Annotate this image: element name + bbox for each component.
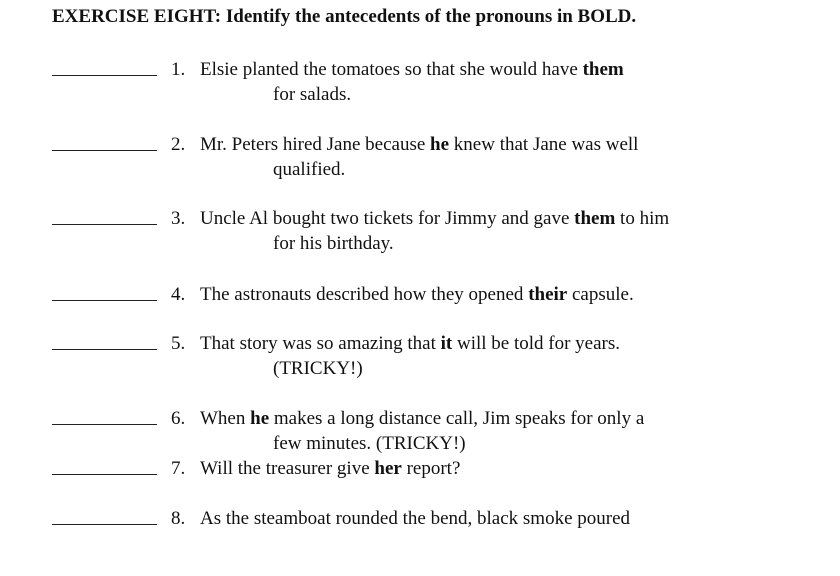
bold-pronoun: it: [440, 333, 453, 354]
sentence-continuation: few minutes. (TRICKY!): [273, 433, 466, 454]
item-number: 4.: [171, 284, 186, 305]
sentence-text: to him: [615, 208, 670, 229]
sentence-text: report?: [401, 458, 461, 479]
answer-blank[interactable]: [52, 150, 157, 151]
sentence-text: knew that Jane was well: [449, 134, 639, 155]
sentence-line: [200, 57, 624, 82]
sentence-text: As the steamboat rounded the bend, black smoke poured: [200, 508, 631, 529]
bold-pronoun: he: [430, 134, 450, 155]
sentence-text: makes a long distance call, Jim speaks for only a: [269, 408, 645, 429]
sentence-line: [200, 132, 638, 157]
sentence-line: [200, 331, 620, 356]
sentence-text: Will the treasurer give: [200, 458, 375, 479]
answer-blank[interactable]: [52, 75, 157, 76]
answer-blank[interactable]: [52, 424, 157, 425]
exercise-title: EXERCISE EIGHT: Identify the antecedents of the pronouns in BOLD.: [52, 6, 637, 27]
sentence-text: That story was so amazing that: [200, 333, 441, 354]
sentence-line: [200, 506, 630, 531]
sentence-text: When: [200, 408, 251, 429]
bold-pronoun: her: [374, 458, 402, 479]
sentence-text: Elsie planted the tomatoes so that she would have: [200, 59, 583, 80]
sentence-text: The astronauts described how they opened: [200, 284, 529, 305]
sentence-continuation: (TRICKY!): [273, 358, 363, 379]
sentence-line: [200, 456, 460, 481]
sentence-line: [200, 206, 669, 231]
answer-blank[interactable]: [52, 349, 157, 350]
answer-blank[interactable]: [52, 224, 157, 225]
item-number: 5.: [171, 333, 186, 354]
sentence-continuation: for his birthday.: [273, 233, 394, 254]
item-number: 6.: [171, 408, 186, 429]
bold-pronoun: their: [528, 284, 568, 305]
answer-blank[interactable]: [52, 524, 157, 525]
item-number: 8.: [171, 508, 186, 529]
sentence-line: [200, 282, 634, 307]
item-number: 3.: [171, 208, 186, 229]
bold-pronoun: he: [250, 408, 270, 429]
sentence-text: capsule.: [567, 284, 634, 305]
bold-pronoun: them: [582, 59, 624, 80]
item-number: 7.: [171, 458, 186, 479]
sentence-continuation: qualified.: [273, 159, 346, 180]
sentence-text: will be told for years.: [452, 333, 621, 354]
sentence-text: Mr. Peters hired Jane because: [200, 134, 431, 155]
item-number: 2.: [171, 134, 186, 155]
item-number: 1.: [171, 59, 186, 80]
answer-blank[interactable]: [52, 474, 157, 475]
sentence-continuation: for salads.: [273, 84, 352, 105]
sentence-line: [200, 406, 644, 431]
answer-blank[interactable]: [52, 300, 157, 301]
bold-pronoun: them: [574, 208, 616, 229]
sentence-text: Uncle Al bought two tickets for Jimmy and gave: [200, 208, 575, 229]
